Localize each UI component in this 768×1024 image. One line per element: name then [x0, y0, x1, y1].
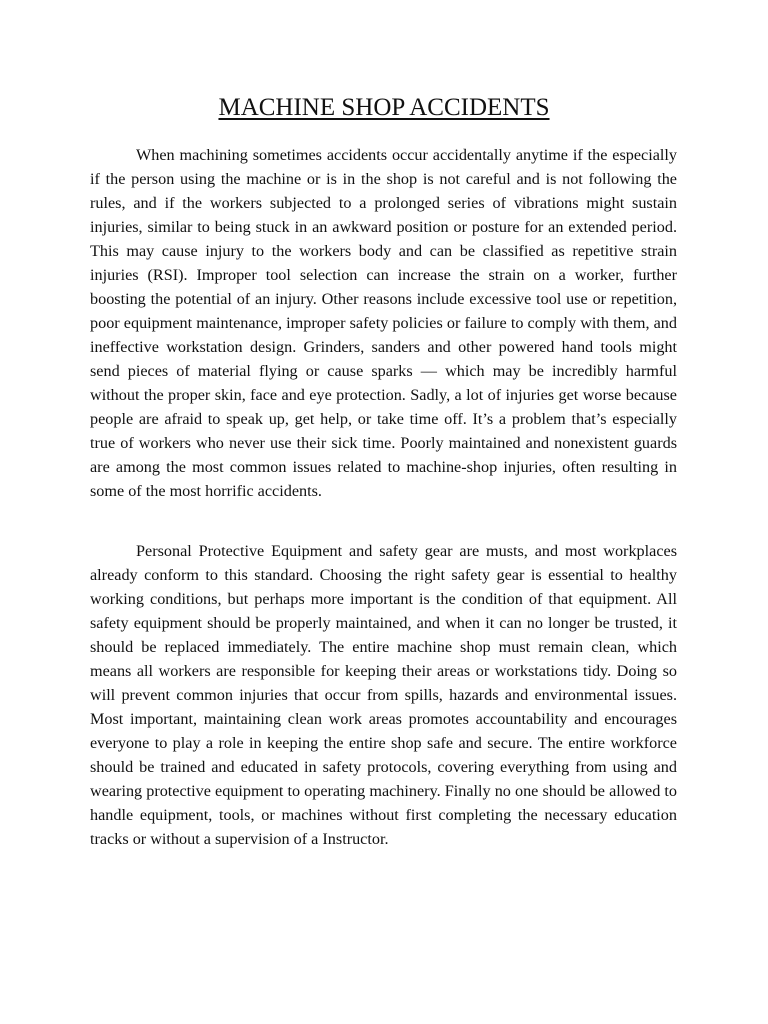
body-paragraph-2: Personal Protective Equipment and safety gear are musts, and most workplaces already conform to this standard. Choosing the right safety gear is essential to healthy working conditions, but perhaps more important is the condition of that equipment. All safety equipment should be properly maintained, and when it can no longer be trusted, it should be replaced immediately. The entire machine shop must remain clean, which means all workers are responsible for keeping their areas or workstations tidy. Doing so will prevent common injuries that occur from spills, hazards and environmental issues. Most important, maintaining clean work areas promotes accountability and encourages everyone to play a role in keeping the entire shop safe and secure. The entire workforce should be trained and educated in safety protocols, covering everything from using and wearing protective equipment to operating machinery. Finally no one should be allowed to handle equipment, tools, or machines without first completing the necessary education tracks or without a supervision of a Instructor. — [90, 542, 677, 848]
body-paragraph-1: When machining sometimes accidents occur accidentally anytime if the especially if the person using the machine or is in the shop is not careful and is not following the rules, and if the workers subjected to a prolonged series of vibrations might sustain injuries, similar to being stuck in an awkward position or posture for an extended period. This may cause injury to the workers body and can be classified as repetitive strain injuries (RSI). Improper tool selection can increase the strain on a worker, further boosting the potential of an injury. Other reasons include excessive tool use or repetition, poor equipment maintenance, improper safety policies or failure to comply with them, and ineffective workstation design. Grinders, sanders and other powered hand tools might send pieces of material flying or cause sparks — which may be incredibly harmful without the proper skin, face and eye protection. Sadly, a lot of injuries get worse because people are afraid to speak up, get help, or take time off. It’s a problem that’s especially true of workers who never use their sick time. Poorly maintained and nonexistent guards are among the most common issues related to machine-shop injuries, often resulting in some of the most horrific accidents. — [90, 146, 677, 500]
document-title: MACHINE SHOP ACCIDENTS — [218, 94, 550, 121]
